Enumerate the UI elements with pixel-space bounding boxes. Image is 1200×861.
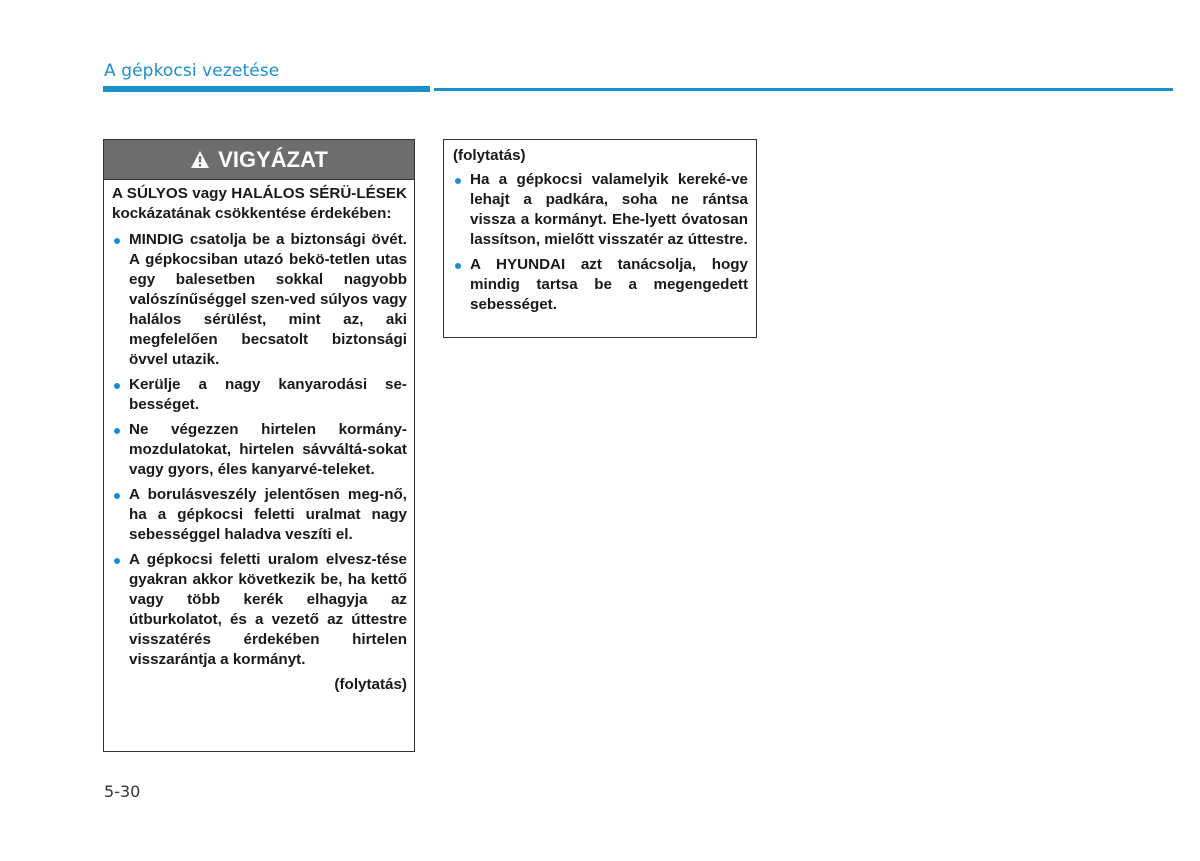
section-title: A gépkocsi vezetése (104, 61, 280, 81)
bullet-dot-icon (114, 493, 120, 499)
continuation-list-item (453, 255, 748, 315)
warning-item-text: Ne végezzen hirtelen kormány-mozdulatokat, hirtelen sávváltá-sokat vagy gyors, éles kanyarvé-teleket. (129, 421, 407, 478)
continuation-list-item (453, 170, 748, 250)
warning-list-item (112, 375, 407, 415)
warning-triangle-icon (190, 150, 210, 169)
continuation-box (443, 139, 757, 338)
warning-box (103, 139, 415, 752)
page-number: 5-30 (104, 782, 141, 801)
warning-list-item (112, 550, 407, 670)
warning-list-item (112, 420, 407, 480)
warning-list-item (112, 230, 407, 370)
warning-list-item (112, 485, 407, 545)
bullet-dot-icon (114, 428, 120, 434)
continuation-list (453, 170, 748, 315)
continuation-item-text: A HYUNDAI azt tanácsolja, hogy mindig tartsa be a megengedett sebességet. (470, 256, 748, 313)
warning-intro: A SÚLYOS vagy HALÁLOS SÉRÜ-LÉSEK kockázatának csökkentése érdekében: (112, 185, 407, 222)
warning-item-text: MINDIG csatolja be a biztonsági övét. A gépkocsiban utazó bekö-tetlen utas egy balesetben sokkal nagyobb valószínűséggel szen-ved súlyos vagy halálos sérülést, mint az, aki megfelelően becsatolt biztonsági övvel utazik. (129, 231, 407, 368)
warning-item-text: A gépkocsi feletti uralom elvesz-tése gyakran akkor következik be, ha kettő vagy több kerék elhagyja az útburkolatot, és a vezető az úttestre visszatérés érdekében hirtelen visszarántja a kormányt. (129, 551, 407, 668)
continuation-heading: (folytatás) (453, 147, 526, 164)
warning-list (112, 230, 407, 670)
bullet-dot-icon (114, 558, 120, 564)
warning-title: VIGYÁZAT (218, 146, 328, 172)
bullet-dot-icon (455, 178, 461, 184)
warning-item-text: A borulásveszély jelentősen meg-nő, ha a gépkocsi feletti uralmat nagy sebességgel haladva veszíti el. (129, 486, 407, 543)
continuation-item-text: Ha a gépkocsi valamelyik kereké-ve lehajt a padkára, soha ne rántsa vissza a kormányt. Ehe-lyett óvatosan lassítson, mielőtt visszatér az úttestre. (470, 171, 748, 248)
bullet-dot-icon (114, 383, 120, 389)
bullet-dot-icon (114, 238, 120, 244)
header-rule-thick (103, 86, 430, 92)
header-rule-thin (434, 88, 1173, 91)
bullet-dot-icon (455, 263, 461, 269)
continued-label: (folytatás) (334, 676, 407, 693)
warning-item-text: Kerülje a nagy kanyarodási se-bességet. (129, 376, 407, 413)
warning-header (104, 140, 414, 180)
warning-body (104, 180, 414, 695)
